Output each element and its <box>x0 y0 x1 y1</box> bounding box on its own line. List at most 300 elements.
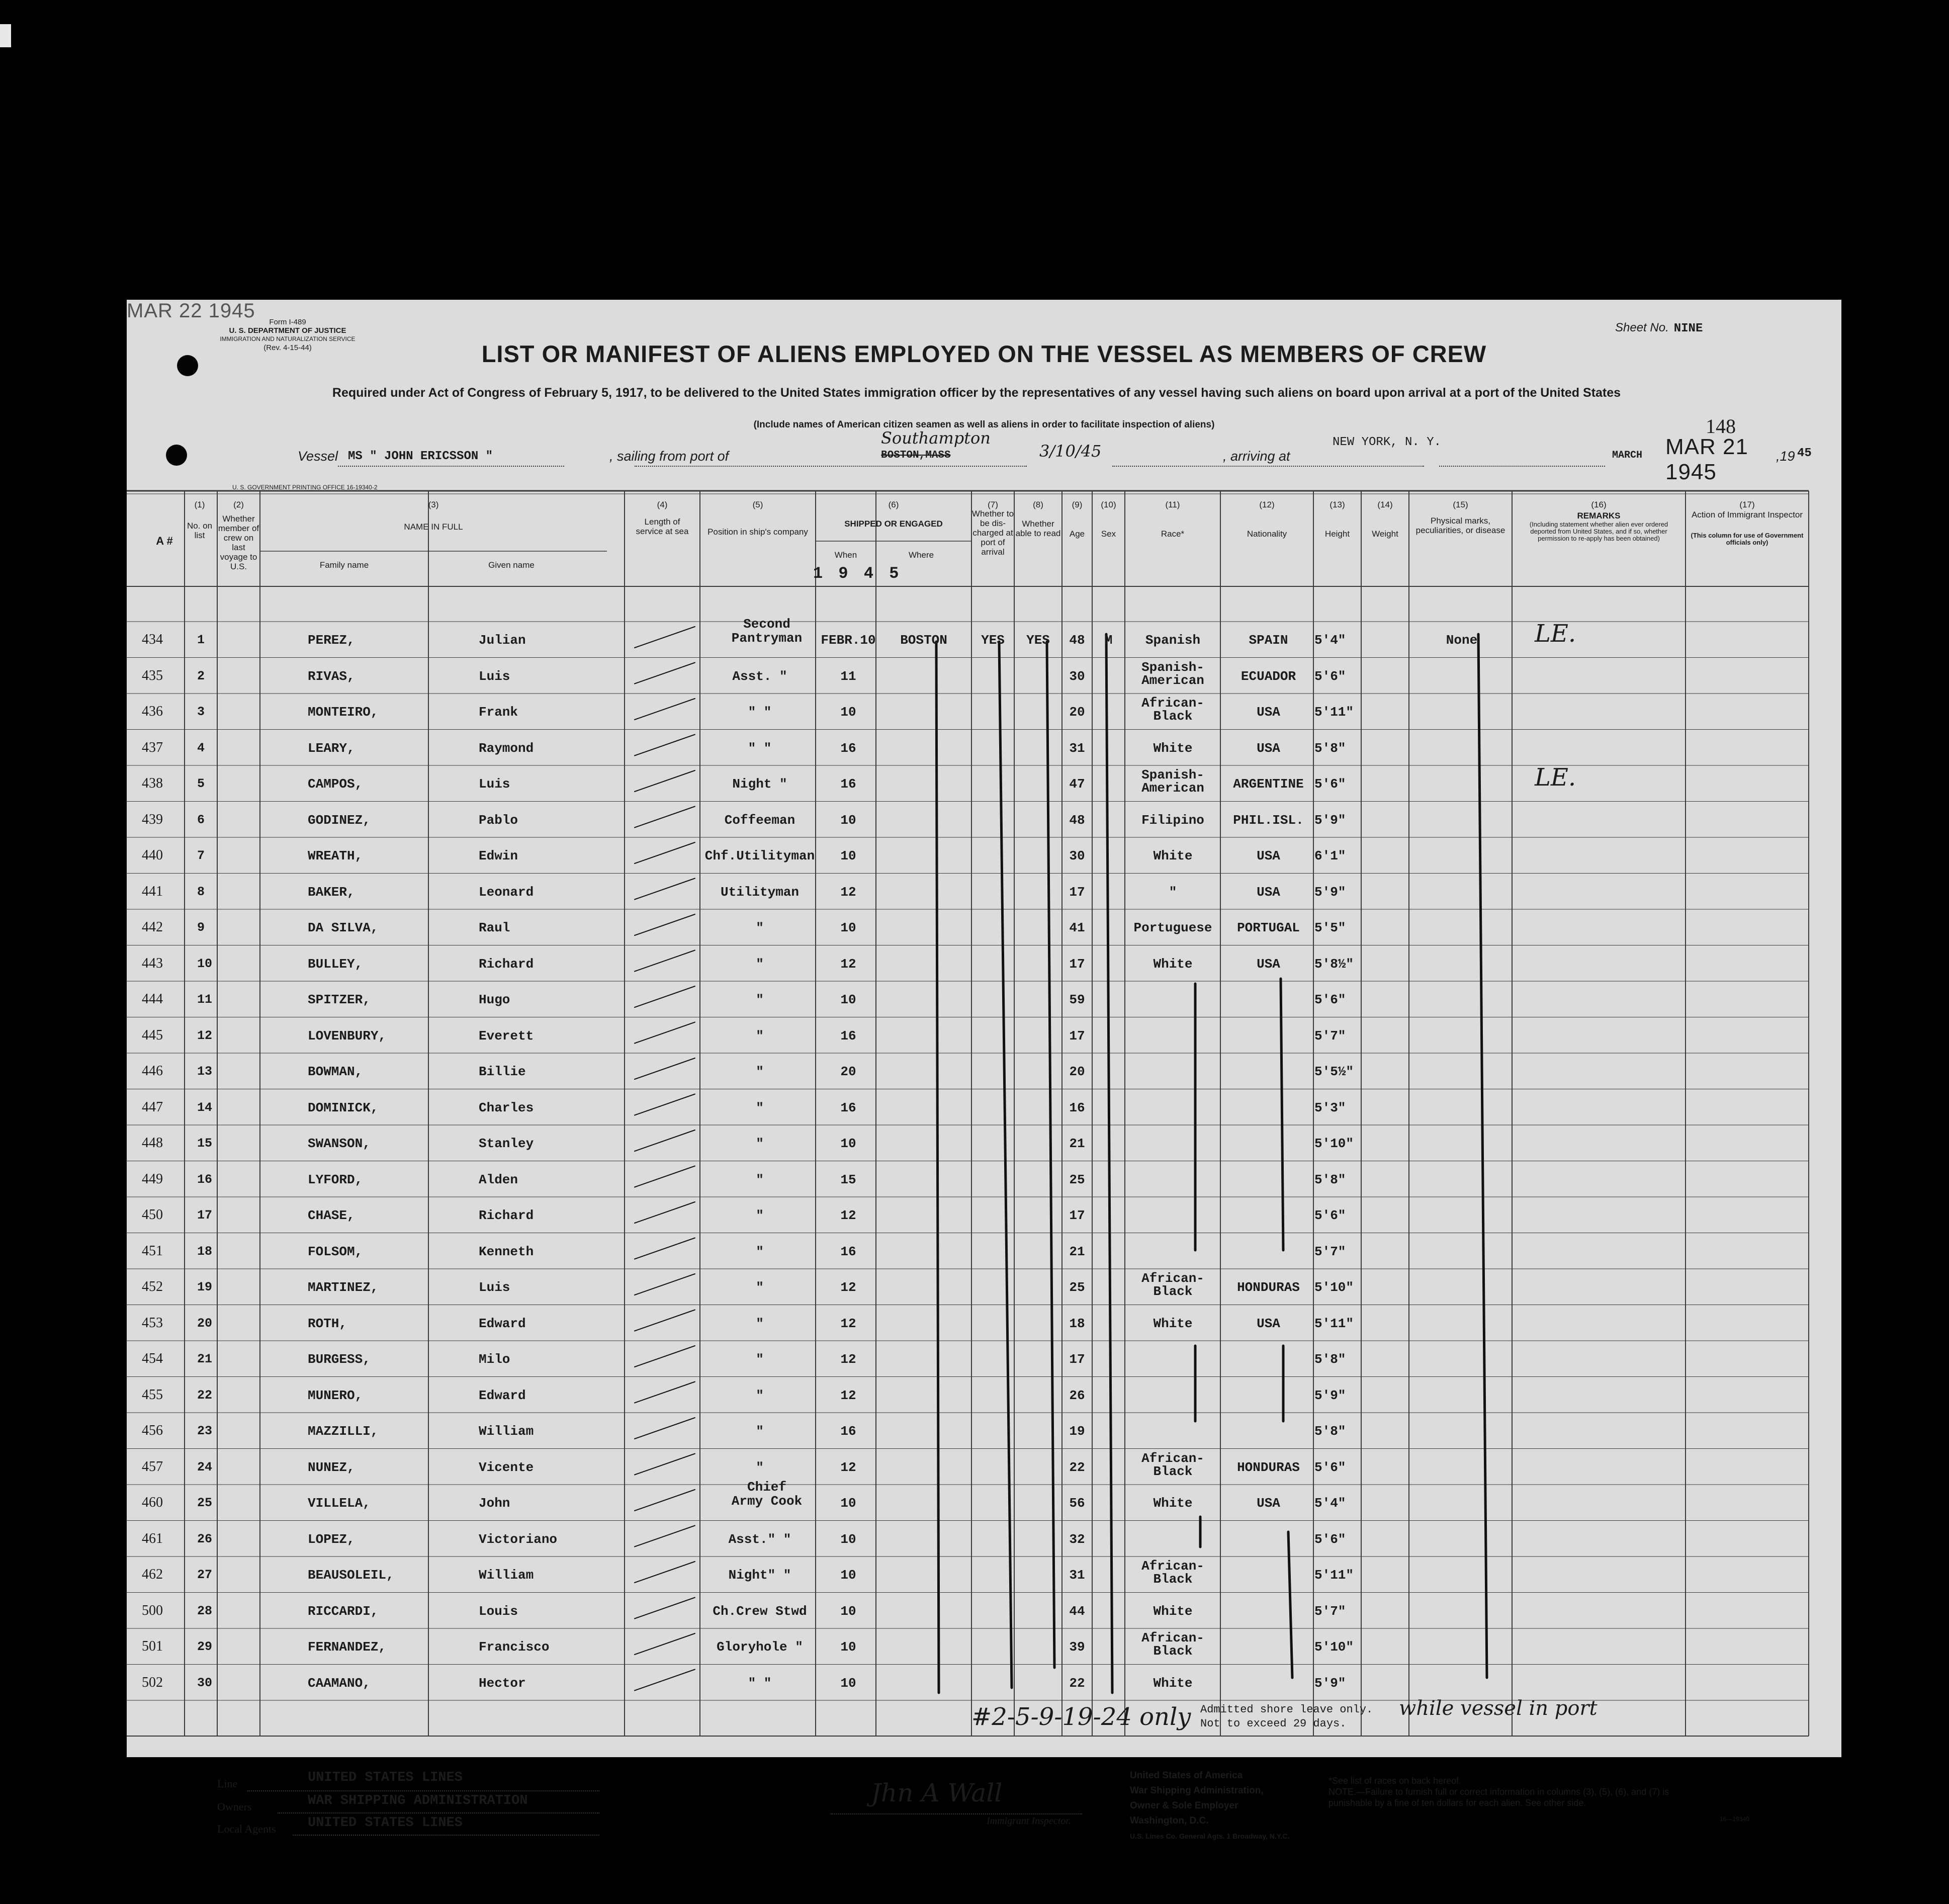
position: Gloryhole " <box>717 1639 803 1655</box>
list-number: 25 <box>197 1496 213 1510</box>
nationality: USA <box>1257 1316 1280 1331</box>
alien-number: 439 <box>142 811 163 827</box>
family-name: DOMINICK, <box>308 1100 379 1115</box>
header-remarks: REMARKS <box>1577 511 1621 521</box>
alien-number: 462 <box>142 1567 163 1582</box>
arrival-date-stamp: MAR 21 1945 <box>1665 435 1748 484</box>
list-number: 9 <box>197 920 205 935</box>
footer-line: UNITED STATES LINES <box>308 1770 463 1785</box>
service-tick <box>635 1202 695 1223</box>
alien-number: 436 <box>142 704 163 719</box>
header-given-name: Given name <box>488 560 535 570</box>
family-name: CAMPOS, <box>308 776 363 792</box>
shipped-when: 10 <box>840 1675 856 1691</box>
position-line: Chief <box>747 1480 786 1495</box>
service-tick <box>635 1274 695 1295</box>
shipped-when: 10 <box>840 812 856 828</box>
position: " <box>756 1244 764 1259</box>
race-line: Black <box>1153 709 1193 724</box>
list-number: 29 <box>197 1639 213 1654</box>
nationality: USA <box>1257 705 1280 720</box>
age: 41 <box>1069 920 1085 935</box>
service-tick <box>635 1490 695 1511</box>
remarks-initials: LE. <box>1535 763 1576 792</box>
departure-port-handwritten: Southampton <box>881 428 991 448</box>
page-number: 148 <box>1706 415 1736 438</box>
alien-number: 461 <box>142 1530 163 1546</box>
age: 20 <box>1069 705 1085 720</box>
service-tick <box>635 807 695 828</box>
shipped-when: 10 <box>840 1136 856 1151</box>
age: 18 <box>1069 1316 1085 1331</box>
service-tick <box>635 699 695 720</box>
alien-number: 447 <box>142 1099 163 1115</box>
family-name: SWANSON, <box>308 1136 371 1151</box>
age: 19 <box>1069 1424 1085 1439</box>
header-inspector-action: Action of Immigrant Inspector <box>1691 510 1803 520</box>
height: 5'9" <box>1314 1675 1346 1691</box>
alien-number: 449 <box>142 1171 163 1187</box>
ditto-line-physical <box>1478 634 1487 1678</box>
race: " <box>1169 884 1177 900</box>
header-family-name: Family name <box>319 560 369 570</box>
family-name: VILLELA, <box>308 1496 371 1511</box>
height: 5'8" <box>1314 1424 1346 1439</box>
shipped-when: 16 <box>840 1424 856 1439</box>
family-name: RICCARDI, <box>308 1603 379 1619</box>
height: 5'6" <box>1314 1459 1346 1475</box>
service-tick <box>635 842 695 863</box>
given-name: Pablo <box>479 812 518 828</box>
shipped-when: 12 <box>840 956 856 972</box>
sheet-number: Sheet No. NINE <box>1615 321 1703 335</box>
shipped-where: BOSTON <box>900 633 947 648</box>
race: White <box>1153 848 1193 863</box>
shipped-when: 16 <box>840 1244 856 1259</box>
list-number: 22 <box>197 1388 213 1403</box>
given-name: Billie <box>479 1064 526 1079</box>
family-name: RIVAS, <box>308 668 355 684</box>
position: " <box>756 1136 764 1151</box>
form-identifier: Form I-489 U. S. DEPARTMENT OF JUSTICE IMMIGRATION AND NATURALIZATION SERVICE (Rev. 4-15-44) <box>220 318 356 352</box>
alien-number: 450 <box>142 1207 163 1223</box>
service-tick <box>635 1058 695 1079</box>
family-name: BULLEY, <box>308 956 363 972</box>
shipped-when: 12 <box>840 1352 856 1367</box>
height: 5'10" <box>1314 1136 1354 1151</box>
header-shipped: SHIPPED OR ENGAGED <box>844 519 943 529</box>
service-tick <box>635 950 695 972</box>
shipped-when: FEBR.10 <box>821 633 876 648</box>
age: 22 <box>1069 1675 1085 1691</box>
service-tick <box>635 1562 695 1583</box>
list-number: 28 <box>197 1603 213 1618</box>
list-number: 6 <box>197 812 205 827</box>
height: 5'4" <box>1314 633 1346 648</box>
height: 5'7" <box>1314 1028 1346 1044</box>
header-nationality: Nationality <box>1247 529 1287 539</box>
family-name: FERNANDEZ, <box>308 1639 387 1655</box>
shipped-when: 20 <box>840 1064 856 1079</box>
list-number: 15 <box>197 1136 213 1151</box>
shipped-when: 10 <box>840 1639 856 1655</box>
given-name: Stanley <box>479 1136 534 1151</box>
family-name: LEARY, <box>308 740 355 756</box>
age: 30 <box>1069 848 1085 863</box>
service-tick <box>635 1382 695 1403</box>
height: 5'10" <box>1314 1639 1354 1655</box>
list-number: 12 <box>197 1028 213 1043</box>
height: 5'10" <box>1314 1280 1354 1295</box>
position: " <box>756 1028 764 1044</box>
family-name: MAZZILLI, <box>308 1424 379 1439</box>
race-line: American <box>1141 672 1204 688</box>
header-able-to-read: Whether able to read <box>1015 519 1061 538</box>
height: 5'8" <box>1314 740 1346 756</box>
nationality: SPAIN <box>1249 633 1288 648</box>
position: Utilityman <box>720 884 800 900</box>
list-number: 7 <box>197 848 205 863</box>
shipped-when: 16 <box>840 1100 856 1115</box>
list-number: 16 <box>197 1172 213 1187</box>
service-tick <box>635 1598 695 1619</box>
film-corner-mark <box>0 24 11 47</box>
position: " <box>756 1208 764 1223</box>
alien-number: 502 <box>142 1674 163 1690</box>
height: 5'5" <box>1314 920 1346 935</box>
position: Ch.Crew Stwd <box>713 1603 807 1619</box>
given-name: Everett <box>479 1028 534 1044</box>
service-tick <box>635 879 695 900</box>
alien-number: 500 <box>142 1602 163 1618</box>
physical-marks: None <box>1446 633 1478 648</box>
list-number: 19 <box>197 1280 213 1294</box>
age: 31 <box>1069 1568 1085 1583</box>
position: Night" " <box>728 1568 791 1583</box>
position-line: Second <box>743 617 790 632</box>
shipped-when: 11 <box>840 668 856 684</box>
footer-agents: UNITED STATES LINES <box>308 1815 463 1831</box>
list-number: 26 <box>197 1531 213 1546</box>
given-name: Edward <box>479 1388 526 1403</box>
position: " " <box>748 740 772 756</box>
alien-number: 440 <box>142 847 163 863</box>
handwritten-reference: #2-5-9-19-24 only <box>971 1703 1191 1731</box>
race-line: Black <box>1153 1572 1193 1587</box>
service-tick <box>635 1418 695 1439</box>
shipped-when: 10 <box>840 1603 856 1619</box>
family-name: MUNERO, <box>308 1388 363 1403</box>
family-name: LOPEZ, <box>308 1531 355 1547</box>
age: 30 <box>1069 668 1085 684</box>
family-name: SPITZER, <box>308 992 371 1007</box>
height: 5'7" <box>1314 1244 1346 1259</box>
service-tick <box>635 735 695 756</box>
race: White <box>1153 1496 1193 1511</box>
position: Asst." " <box>728 1531 791 1547</box>
position: " " <box>748 705 772 720</box>
header-weight: Weight <box>1372 529 1398 539</box>
given-name: Luis <box>479 776 510 792</box>
nationality: ARGENTINE <box>1233 776 1304 792</box>
race-line: Spanish- <box>1141 659 1204 675</box>
footer-owners: WAR SHIPPING ADMINISTRATION <box>308 1793 528 1808</box>
race: White <box>1153 740 1193 756</box>
alien-number: 445 <box>142 1027 163 1043</box>
nationality: ECUADOR <box>1241 668 1296 684</box>
race-line: African- <box>1141 1630 1204 1646</box>
service-tick <box>635 1094 695 1115</box>
given-name: Victoriano <box>479 1531 558 1547</box>
given-name: Luis <box>479 1280 510 1295</box>
list-number: 21 <box>197 1352 213 1366</box>
service-tick <box>635 914 695 935</box>
position: " <box>756 1459 764 1475</box>
shipped-when: 10 <box>840 920 856 935</box>
alien-number: 457 <box>142 1458 163 1475</box>
family-name: CAAMANO, <box>308 1675 371 1691</box>
service-tick <box>635 1633 695 1655</box>
given-name: Frank <box>479 705 518 720</box>
header-height: Height <box>1324 529 1350 539</box>
manifest-sheet: Form I-489 U. S. DEPARTMENT OF JUSTICE IMMIGRATION AND NATURALIZATION SERVICE (Rev. 4-15-44) Sheet No. NINE LIST OR MANIFEST OF ALIENS EMPLOYED ON THE VESSEL AS MEMBERS OF CREW Required under Act of Congress of February 5, 1917, to be delivered to the United States immigration officer by the representatives of any vessel having such aliens on board upon arrival at a port of the United States (Include names of American citizen seamen as well as aliens in order to facilitate inspection of aliens) 148 Vessel MS " JOHN ERICSSON " , sailing from port of Southampton BOSTON,MASS 3/10/45 , arriving at NEW YORK, N. Y. MARCH MAR 21 1945 ,19 45 U. S. GOVERNMENT PRINTING OFFICE 16-19340-2 A # (1) No. on list (2) Whether member of crew on last voyage to U.S. (3) NAME IN FULL Family name Given name (4) Length of service at sea (5) Position in ship's company (6) SHIPPED OR ENGAGED When Where 1 9 4 5 (7) Whether to be dis-charged at port of arrival (8) Whether able to read (9) Age (10) Sex (11) Race* (12) Nationality (13) Height (14) Weight (15) Physical marks, peculiarities, or disease (16) REMARKS (Including statement whether alien ever ordered deported from United States, and if so, whether permission to re-apply has been obtained) (17) Action of Immigrant Inspector (This column for use of Government officials only) 434 1 PEREZ, Julian Second Pantryman FEBR.10 BOSTON YES YES 48 M Spanish SPAIN 5'4" None LE. 435 2 RIVAS, Luis Asst. " 11 30 Spanish- American ECUADOR 5'6" 436 3 MONTEIRO, Frank " " 10 20 African- Black USA 5'11" 437 4 LEARY, Raymond " " 16 31 White USA 5'8" 438 5 CAMPOS, Luis Night " 16 47 Spanish- American ARGENTINE 5'6" LE. 439 6 GODINEZ, Pablo Coffeeman 10 48 Filipino PHIL.ISL. 5'9" 440 7 WREATH, Edwin Chf.Utilityman 10 30 White USA 6'1" 441 8 BAKER, Leonard Utilityman 12 17 " USA 5'9" 442 9 DA SILVA, Raul " 10 41 Portuguese PORTUGAL 5'5" 443 10 BULLEY, Richard " 12 17 White USA 5'8½" 444 11 SPITZER, Hugo " 10 59 5'6" 445 12 LOVENBURY, Everett " 16 17 5'7" 446 13 BOWMAN, Billie " 20 20 5'5½" 447 14 DOMINICK, Charles " 16 16 5'3" 448 15 SWANSON, Stanley " 10 21 5'10" 449 16 LYFORD, Alden " 15 25 5'8" 450 17 CHASE, Richard " 12 17 5'6" 451 18 FOLSOM, Kenneth " 16 21 5'7" 452 19 MARTINEZ, Luis " 12 25 African- Black HONDURAS 5'10" 453 20 ROTH, Edward " 12 18 White USA 5'11" 454 21 BURGESS, Milo " 12 17 5'8" 455 22 MUNERO, Edward " 12 26 5'9" 456 23 MAZZILLI, William " 16 19 5'8" 457 24 NUNEZ, Vicente " 12 22 African- Black HONDURAS 5'6" 460 25 VILLELA, John Chief Army Cook 10 56 White USA 5'4" 461 26 LOPEZ, Victoriano Asst." " 10 32 5'6" 462 27 BEAUSOLEIL, William Night" " 10 31 African- Black 5'11" 500 28 RICCARDI, Louis Ch.Crew Stwd 10 44 White 5'7" 501 29 FERNANDEZ, Francisco Gloryhole " 10 39 African- Black 5'10" 502 30 CAAMANO, Hector " " 10 22 White 5'9" #2-5-9-19-24 only Admitted shore leave only. Not to exceed 29 days. while vessel in port Line UNITED STATES LINES Owners WAR SHIPPING ADMINISTRATION Local Agents UNITED STATES LINES Jhn A Wall MAR 22 1945 Immigrant Inspector. United States of America War Shipping Administration, Owner & Sole Employer Washington, D.C. U.S. Lines Co. General Agts. 1 Broadway, N.Y.C. *See list of races on back hereof. NOTE.—Failure to furnish full or correct information in columns (3), (5), (6), and (7) is punishable by a fine of ten dollars for each alien. See other side. 16—19340 <box>127 300 1841 1757</box>
position: " <box>756 992 764 1007</box>
age: 47 <box>1069 776 1085 792</box>
ditto-line-nationality <box>1288 1532 1292 1678</box>
alien-number: 501 <box>142 1638 163 1654</box>
shipped-when: 10 <box>840 705 856 720</box>
ditto-line-sex <box>1106 634 1112 1693</box>
ditto-line-where <box>936 642 939 1693</box>
position: " <box>756 1424 764 1439</box>
age: 32 <box>1069 1531 1085 1547</box>
service-tick <box>635 627 695 648</box>
list-number: 14 <box>197 1100 213 1115</box>
shipped-when: 10 <box>840 992 856 1007</box>
service-tick <box>635 1166 695 1187</box>
position: " <box>756 1316 764 1331</box>
given-name: Raul <box>479 920 510 935</box>
nationality: USA <box>1257 1496 1280 1511</box>
alien-number: 443 <box>142 955 163 971</box>
header-year: 1 9 4 5 <box>813 564 902 583</box>
alien-number: 453 <box>142 1315 163 1331</box>
height: 5'6" <box>1314 1531 1346 1547</box>
race-line: African- <box>1141 1559 1204 1574</box>
position: Night " <box>732 776 787 792</box>
alien-number: 442 <box>142 919 163 935</box>
race-line: Black <box>1153 1284 1193 1299</box>
family-name: LYFORD, <box>308 1172 363 1187</box>
position: Chf.Utilityman <box>704 848 815 863</box>
alien-number: 456 <box>142 1423 163 1438</box>
able-to-read: YES <box>1026 633 1050 648</box>
age: 16 <box>1069 1100 1085 1115</box>
age: 17 <box>1069 1352 1085 1367</box>
shipped-when: 10 <box>840 1531 856 1547</box>
alien-number: 437 <box>142 739 163 755</box>
age: 21 <box>1069 1244 1085 1259</box>
service-tick <box>635 1670 695 1691</box>
service-tick <box>635 986 695 1007</box>
list-number: 20 <box>197 1316 213 1331</box>
alien-number: 460 <box>142 1495 163 1510</box>
alien-number: 448 <box>142 1135 163 1151</box>
height: 5'4" <box>1314 1496 1346 1511</box>
header-name-in-full: NAME IN FULL <box>404 522 463 532</box>
given-name: Milo <box>479 1352 510 1367</box>
race: Spanish <box>1145 633 1201 648</box>
given-name: Julian <box>479 633 526 648</box>
shipped-when: 12 <box>840 1388 856 1403</box>
given-name: Edward <box>479 1316 526 1331</box>
header-service: Length of service at sea <box>636 517 689 536</box>
given-name: William <box>479 1424 534 1439</box>
shipped-when: 12 <box>840 1459 856 1475</box>
header-no-on-list: No. on list <box>187 521 213 540</box>
family-name: BOWMAN, <box>308 1064 363 1079</box>
height: 5'9" <box>1314 812 1346 828</box>
list-number: 24 <box>197 1459 213 1475</box>
position: " <box>756 1388 764 1403</box>
given-name: Louis <box>479 1603 518 1619</box>
race: White <box>1153 1316 1193 1331</box>
list-number: 18 <box>197 1244 213 1259</box>
service-tick <box>635 770 695 792</box>
service-tick <box>635 1310 695 1331</box>
inspection-stamp: MAR 22 1945 <box>127 300 255 322</box>
header-when: When <box>834 550 857 560</box>
list-number: 17 <box>197 1208 213 1223</box>
list-number: 13 <box>197 1064 213 1079</box>
nationality: USA <box>1257 956 1280 972</box>
height: 5'8" <box>1314 1352 1346 1367</box>
shore-leave-note: Admitted shore leave only. Not to exceed 29 days. <box>1200 1703 1373 1730</box>
service-tick <box>635 1238 695 1259</box>
owner-block: United States of America War Shipping Administration, Owner & Sole Employer Washington, D.C. U.S. Lines Co. General Agts. 1 Broadway, N.Y.C. <box>1130 1770 1290 1840</box>
given-name: Kenneth <box>479 1244 534 1259</box>
age: 22 <box>1069 1459 1085 1475</box>
given-name: Charles <box>479 1100 534 1115</box>
position: " <box>756 1172 764 1187</box>
age: 25 <box>1069 1280 1085 1295</box>
position: " <box>756 956 764 972</box>
shore-leave-handwritten: while vessel in port <box>1399 1697 1598 1720</box>
age: 31 <box>1069 740 1085 756</box>
shipped-when: 16 <box>840 1028 856 1044</box>
nationality: PHIL.ISL. <box>1233 812 1304 828</box>
age: 17 <box>1069 956 1085 972</box>
departure-port-struck: BOSTON,MASS <box>881 450 951 461</box>
given-name: Hugo <box>479 992 510 1007</box>
vessel-name: MS " JOHN ERICSSON " <box>348 450 493 463</box>
family-name: ROTH, <box>308 1316 347 1331</box>
age: 59 <box>1069 992 1085 1007</box>
shipped-when: 12 <box>840 1280 856 1295</box>
race: Portuguese <box>1133 920 1212 935</box>
height: 5'9" <box>1314 884 1346 900</box>
height: 5'11" <box>1314 1316 1354 1331</box>
given-name: William <box>479 1568 534 1583</box>
family-name: WREATH, <box>308 848 363 863</box>
nationality: HONDURAS <box>1237 1459 1300 1475</box>
family-name: BURGESS, <box>308 1352 371 1367</box>
height: 5'6" <box>1314 776 1346 792</box>
form-subtitle: Required under Act of Congress of February 5, 1917, to be delivered to the United States immigration officer by the representatives of any vessel having such aliens on board upon arrival at a port of the United States <box>332 386 1621 400</box>
list-number: 27 <box>197 1568 213 1582</box>
family-name: NUNEZ, <box>308 1459 355 1475</box>
race: White <box>1153 1675 1193 1691</box>
list-number: 10 <box>197 956 213 971</box>
list-number: 5 <box>197 776 205 791</box>
list-number: 3 <box>197 705 205 719</box>
shipped-when: 10 <box>840 848 856 863</box>
family-name: MONTEIRO, <box>308 705 379 720</box>
list-number: 11 <box>197 992 213 1007</box>
service-tick <box>635 1346 695 1367</box>
alien-number: 455 <box>142 1387 163 1403</box>
shipped-when: 12 <box>840 1316 856 1331</box>
ditto-line-read <box>1047 642 1054 1668</box>
given-name: Vicente <box>479 1459 534 1475</box>
penalty-notes: *See list of races on back hereof. NOTE.—Failure to furnish full or correct information in columns (3), (5), (6), and (7) is punishable by a fine of ten dollars for each alien. See other side. <box>1328 1776 1669 1808</box>
alien-number: 438 <box>142 775 163 791</box>
given-name: Edwin <box>479 848 518 863</box>
race: White <box>1153 1603 1193 1619</box>
page-title: LIST OR MANIFEST OF ALIENS EMPLOYED ON THE VESSEL AS MEMBERS OF CREW <box>481 340 1487 367</box>
position: " <box>756 1352 764 1367</box>
race-line: African- <box>1141 696 1204 711</box>
header-age: Age <box>1069 529 1085 539</box>
position: " <box>756 1064 764 1079</box>
shipped-when: 16 <box>840 776 856 792</box>
height: 5'7" <box>1314 1603 1346 1619</box>
alien-number: 454 <box>142 1351 163 1366</box>
age: 25 <box>1069 1172 1085 1187</box>
alien-number: 452 <box>142 1279 163 1294</box>
race: Filipino <box>1141 812 1204 828</box>
race-line: American <box>1141 781 1204 796</box>
age: 48 <box>1069 812 1085 828</box>
inspector-signature: Jhn A Wall <box>871 1778 1003 1807</box>
list-number: 30 <box>197 1675 213 1690</box>
list-number: 2 <box>197 668 205 683</box>
given-name: John <box>479 1496 510 1511</box>
header-race: Race* <box>1161 529 1185 539</box>
alien-number: 446 <box>142 1063 163 1079</box>
given-name: Francisco <box>479 1639 550 1655</box>
height: 5'11" <box>1314 1568 1354 1583</box>
height: 5'6" <box>1314 1208 1346 1223</box>
height: 5'6" <box>1314 992 1346 1007</box>
position: " <box>756 1100 764 1115</box>
age: 17 <box>1069 1208 1085 1223</box>
position: " <box>756 1280 764 1295</box>
height: 5'8" <box>1314 1172 1346 1187</box>
race-line: Black <box>1153 1463 1193 1479</box>
race-line: African- <box>1141 1450 1204 1466</box>
height: 5'6" <box>1314 668 1346 684</box>
age: 26 <box>1069 1388 1085 1403</box>
shipped-when: 12 <box>840 1208 856 1223</box>
height: 5'9" <box>1314 1388 1346 1403</box>
position: " <box>756 920 764 935</box>
nationality: PORTUGAL <box>1237 920 1300 935</box>
race-line: African- <box>1141 1271 1204 1286</box>
age: 56 <box>1069 1496 1085 1511</box>
shipped-when: 15 <box>840 1172 856 1187</box>
family-name: DA SILVA, <box>308 920 379 935</box>
